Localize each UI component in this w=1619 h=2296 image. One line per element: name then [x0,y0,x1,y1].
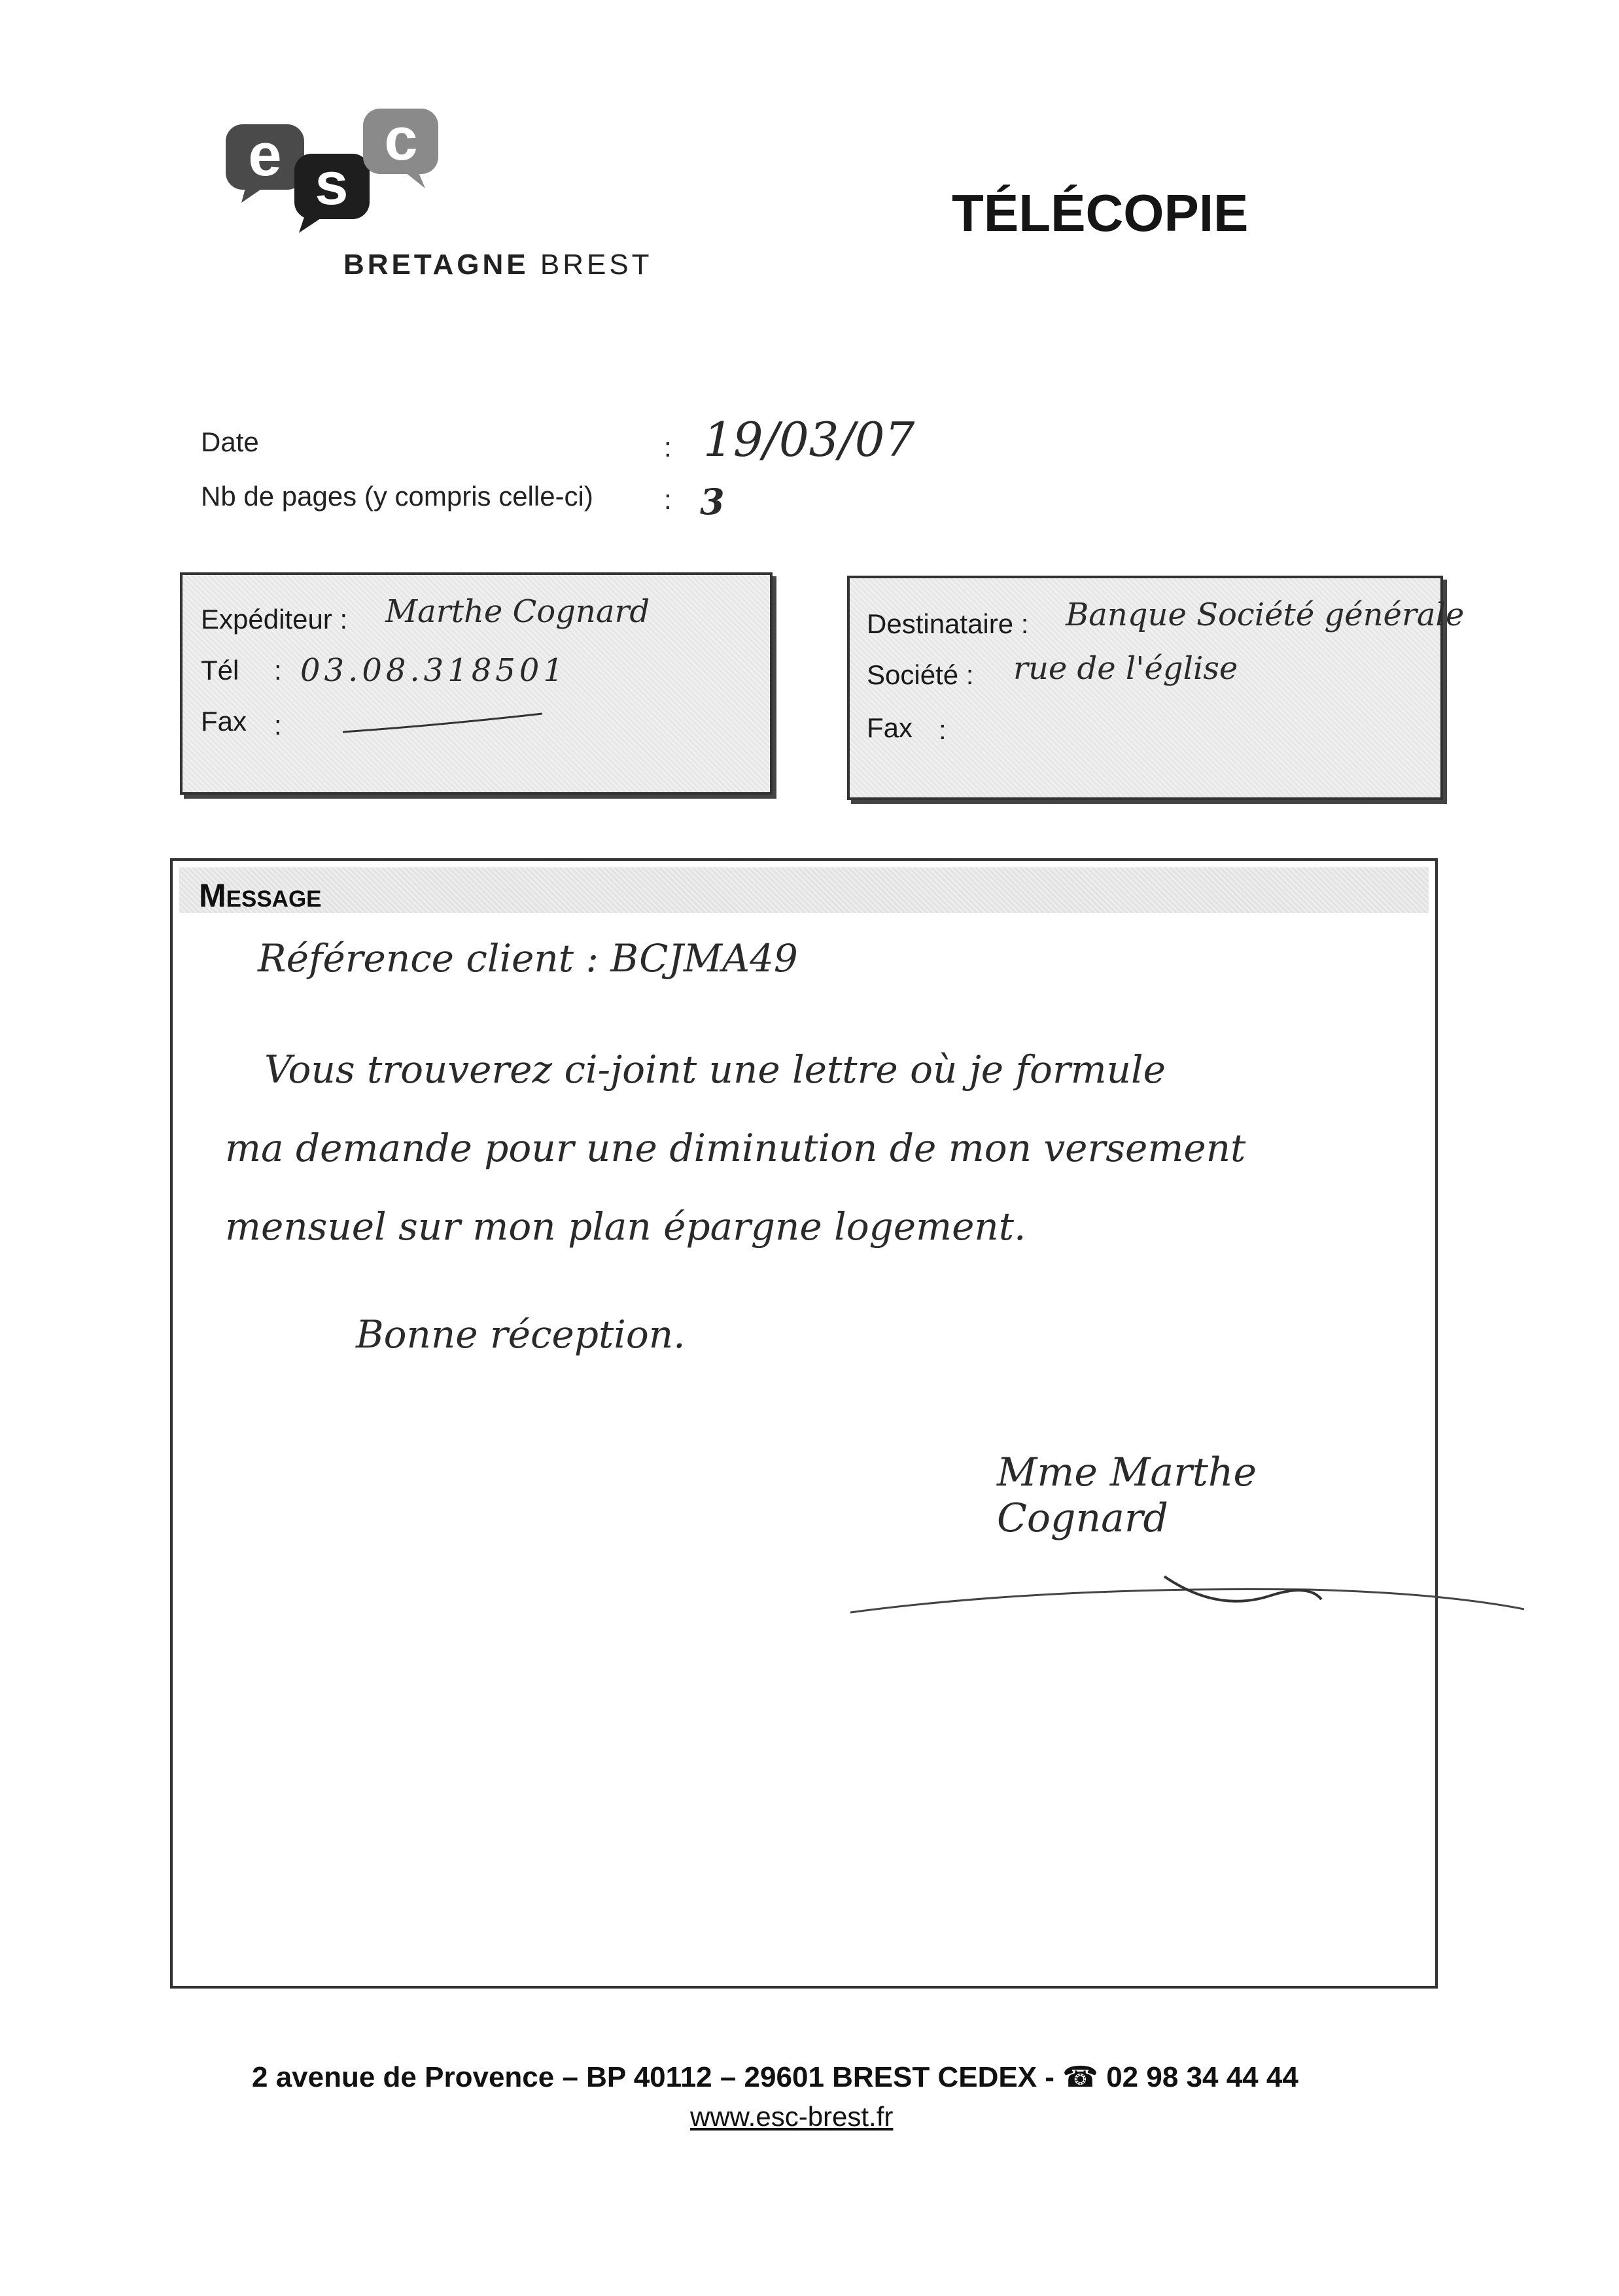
message-box [170,858,1438,1989]
logo-subtitle [343,249,653,281]
pages-label: Nb de pages (y compris celle-ci) [201,481,593,512]
sender-fax-label: Fax [201,706,247,737]
logo-letter-s: s [315,150,349,217]
pages-value: 3 [700,481,725,523]
footer-address: 2 avenue de Provence – BP 40112 – 29601 BREST CEDEX - ☎ 02 98 34 44 44 [252,2061,1298,2093]
recipient-fax-label: Fax [867,712,913,743]
tel-label: Tél [201,655,239,686]
tel-value: 03.08.318501 [300,652,567,689]
signature-flourish [850,1573,1524,1626]
societe-value: rue de l'église [1013,650,1238,687]
message-line-2: ma demande pour une diminution de mon versement [225,1126,1246,1170]
logo-subtitle-rest: BREST [529,249,653,281]
pages-colon: : [664,484,672,515]
logo-subtitle-bold: BRETAGNE [343,249,529,281]
tel-colon: : [274,655,282,686]
recipient-fax-colon: : [939,714,947,745]
date-value: 19/03/07 [703,412,915,467]
message-title: Message [199,877,322,914]
expediteur-label: Expéditeur : [201,604,348,635]
message-line-1: Vous trouverez ci-joint une lettre où je formule [264,1047,1166,1092]
expediteur-value: Marthe Cognard [385,593,650,630]
esc-logo [226,105,448,235]
sender-fax-colon: : [274,710,282,740]
signature-name: Mme Marthe Cognard [997,1450,1257,1541]
message-line-closing: Bonne réception. [356,1312,686,1357]
destinataire-label: Destinataire : [867,608,1029,639]
recipient-box [847,576,1465,800]
message-line-3: mensuel sur mon plan épargne logement. [225,1204,1026,1249]
date-colon: : [664,432,672,462]
societe-label: Société : [867,659,974,690]
logo-letter-e: e [248,122,282,188]
logo-letter-c: c [384,106,418,173]
destinataire-value: Banque Société générale [1066,597,1465,633]
message-header [179,867,1429,913]
sender-fax-dash [339,706,549,739]
footer-website-link[interactable]: www.esc-brest.fr [690,2101,894,2132]
message-line-reference: Référence client : BCJMA49 [258,936,798,981]
document-title: TÉLÉCOPIE [952,184,1249,242]
sender-box [180,572,773,795]
date-label: Date [201,426,259,457]
